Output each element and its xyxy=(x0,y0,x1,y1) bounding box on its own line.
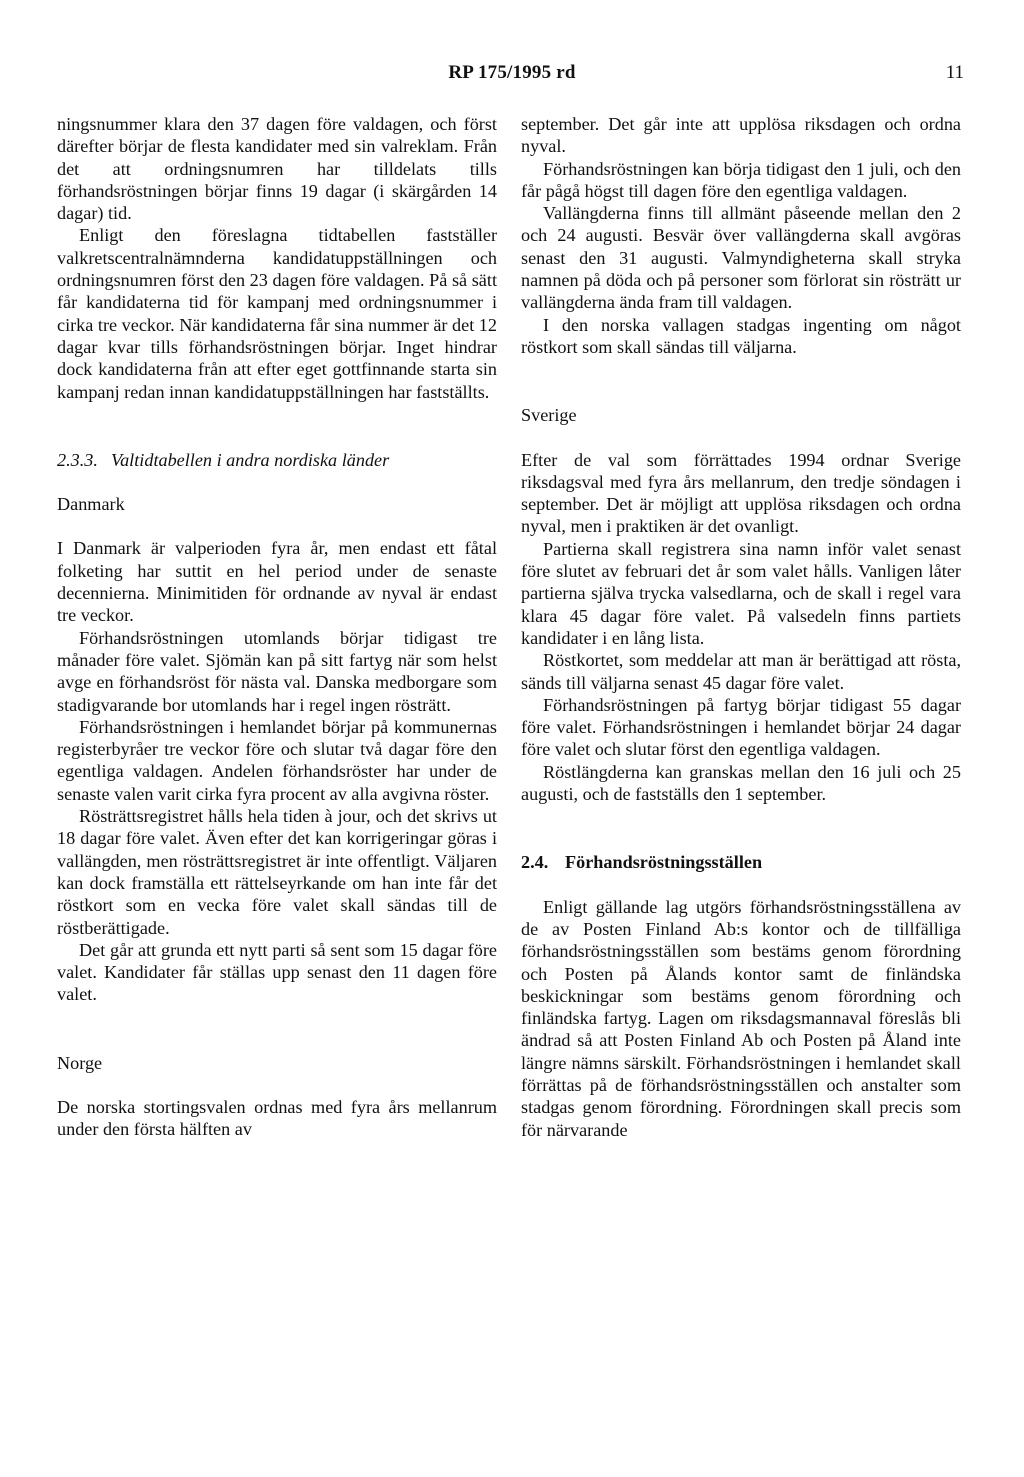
section-number: 2.4. xyxy=(521,852,549,873)
paragraph: Röstkortet, som meddelar att man är berättigad att rösta, sänds till väljarna senast 45 dagar före valet. xyxy=(521,650,961,693)
paragraph: Vallängderna finns till allmänt påseende mellan den 2 och 24 augusti. Besvär över vallängderna skall avgöras senast den 31 augusti. Valmyndigheterna skall stryka namnen på döda och på personer som förlorat sin rösträtt ur vallängderna ända fram till valdagen. xyxy=(521,203,961,313)
page-number: 11 xyxy=(945,62,964,83)
spacer xyxy=(521,427,961,449)
paragraph: Det går att grunda ett nytt parti så sent som 15 dagar före valet. Kandidater får ställas upp senast den 11 dagen före valet. xyxy=(57,939,497,1005)
left-column xyxy=(57,113,497,1141)
section-number: 2.3.3. xyxy=(57,449,98,470)
paragraph: Partierna skall registrera sina namn inför valet senast före slutet av februari det år som valet hålls. Vanligen låter partierna själva trycka valsedlarna, och de skall i regel vara klara 45 dagar före valet. På valsedeln finns partiets kandidater i en lång lista. xyxy=(521,538,961,648)
page-header xyxy=(0,62,1024,92)
paragraph: ningsnummer klara den 37 dagen före valdagen, och först därefter börjar de flesta kandidater med sin valreklam. Från det att ordningsnumren har tilldelats tills förhandsröstningen börjar finns 19 dagar (i skärgården 14 dagar) tid. xyxy=(57,114,497,224)
section-heading-2-4 xyxy=(521,851,961,873)
paragraph: Röstlängderna kan granskas mellan den 16 juli och 25 augusti, och de fastställs den 1 september. xyxy=(521,761,961,805)
paragraph: Förhandsröstningen i hemlandet börjar på kommunernas registerbyråer tre veckor före och slutar två dagar före den egentliga valdagen. Andelen förhandsröster har under de senaste valen varit cirka fyra procent av alla avgivna röster. xyxy=(57,716,497,804)
spacer xyxy=(57,403,497,449)
subheading-danmark: Danmark xyxy=(57,494,125,515)
subheading-norge: Norge xyxy=(57,1052,103,1073)
right-column xyxy=(521,113,961,1141)
spacer xyxy=(521,874,961,896)
spacer xyxy=(57,471,497,493)
paragraph: september. Det går inte att upplösa riksdagen och ordna nyval. xyxy=(521,114,961,157)
paragraph: Enligt gällande lag utgörs förhandsröstningsställena av de av Posten Finland Ab:s kontor och de tillfälliga förhandsröstningsställen som bestäms genom förordning och Posten på Ålands kontor samt de finländska beskickningar som bestäms genom förordning och finländska fartyg. Lagen om riksdagsmannaval föreslås bli ändrad så att Posten Finland Ab och Posten på Åland inte längre nämns särskilt. Förhandsröstningen i hemlandet skall förrättas på de förhandsröstningsställen och anstalter som stadgas genom förordning. Förordningen skall precis som för närvarande xyxy=(521,896,961,1140)
document-title: RP 175/1995 rd xyxy=(448,62,576,83)
spacer xyxy=(57,1006,497,1052)
paragraph: Rösträttsregistret hålls hela tiden à jour, och det skrivs ut 18 dagar före valet. Även efter det kan korrigeringar göras i vallängden, men rösträttsregistret är inte offentligt. Väljaren kan dock framställa ett rättelseyrkande om han inte får det röstkort som en vecka före valet skall sändas till de röstberättigade. xyxy=(57,806,497,938)
spacer xyxy=(521,358,961,404)
spacer xyxy=(57,1074,497,1096)
section-title: Valtidtabellen i andra nordiska länder xyxy=(111,449,390,470)
paragraph: Enligt den föreslagna tidtabellen fastställer valkretscentralnämnderna kandidatuppställningen och ordningsnumren först den 23 dagen före valdagen. På så sätt får kandidaterna tid för kampanj med ordningsnummer i cirka tre veckor. När kandidaterna får sina nummer är det 12 dagar kvar tills förhandsröstningen börjar. Inget hindrar dock kandidaterna från att efter eget gottfinnande starta sin kampanj redan innan kandidatuppställningen har fastställts. xyxy=(57,225,497,402)
spacer xyxy=(57,515,497,537)
paragraph: De norska stortingsvalen ordnas med fyra års mellanrum under den första hälften av xyxy=(57,1096,497,1140)
paragraph: Förhandsröstningen utomlands börjar tidigast tre månader före valet. Sjömän kan på sitt fartyg när som helst avge en förhandsröst för nästa val. Danska medborgare som stadigvarande bor utomlands har i regel ingen rösträtt. xyxy=(57,627,497,715)
paragraph: I den norska vallagen stadgas ingenting om något röstkort som skall sändas till väljarna. xyxy=(521,314,961,357)
section-heading-2-3-3 xyxy=(57,449,497,471)
subheading-sverige: Sverige xyxy=(521,405,577,426)
spacer xyxy=(521,805,961,851)
paragraph: Efter de val som förrättades 1994 ordnar Sverige riksdagsval med fyra års mellanrum, den tredje söndagen i september. Det är möjligt att upplösa riksdagen och ordna nyval, men i praktiken är det ovanligt. xyxy=(521,449,961,537)
section-title: Förhandsröstningsställen xyxy=(565,852,763,873)
paragraph: Förhandsröstningen kan börja tidigast den 1 juli, och den får pågå högst till dagen före den egentliga valdagen. xyxy=(521,158,961,201)
paragraph: Förhandsröstningen på fartyg börjar tidigast 55 dagar före valet. Förhandsröstningen i hemlandet börjar 24 dagar före valet och slutar först den egentliga valdagen. xyxy=(521,694,961,760)
paragraph: I Danmark är valperioden fyra år, men endast ett fåtal folketing har suttit en hel period under de senaste decennierna. Minimitiden för ordnande av nyval är endast tre veckor. xyxy=(57,538,497,626)
